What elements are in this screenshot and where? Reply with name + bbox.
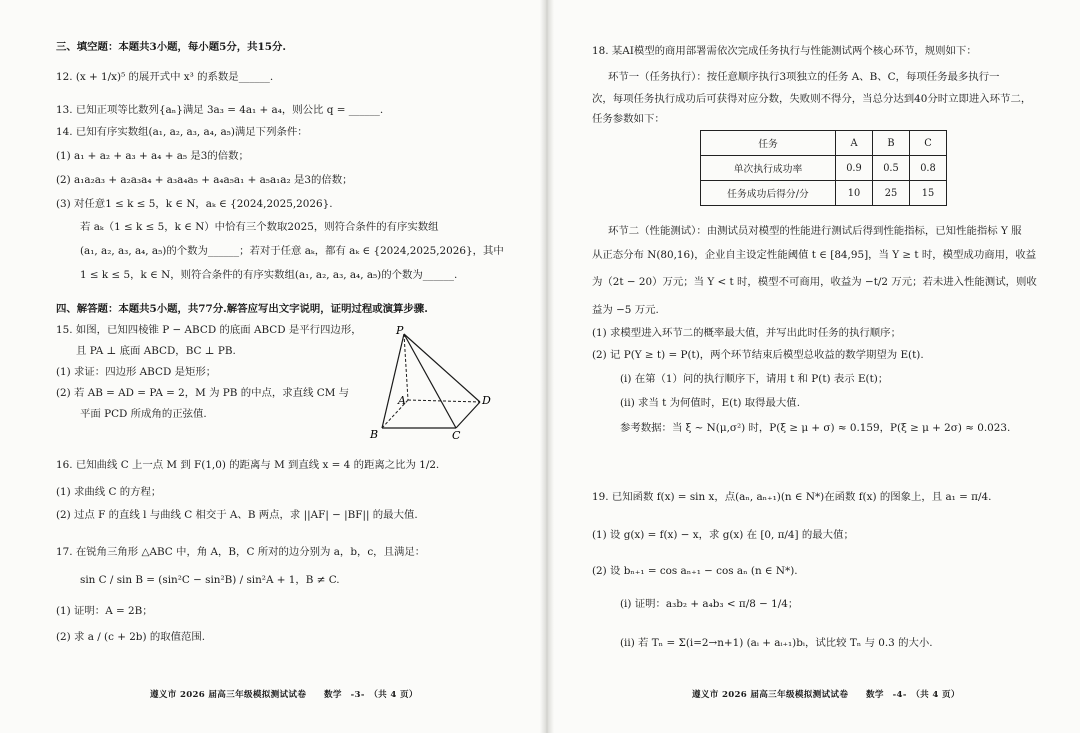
right-page-footer: 遵义市 2026 届高三年级模拟测试试卷 数学 -4- （共 4 页）	[692, 690, 960, 700]
question-18-stage-1-line-3: 任务参数如下：	[592, 113, 665, 125]
question-14-condition-2: (2) a₁a₂a₃ + a₂a₃a₄ + a₃a₄a₅ + a₄a₅a₁ + a₅a₁a₂ 是3的倍数；	[56, 174, 353, 186]
question-15-part-2: (2) 若 AB = AD = PA = 2，M 为 PB 的中点，求直线 CM 与	[56, 387, 350, 399]
vertex-d-label: D	[482, 394, 491, 407]
vertex-c-label: C	[452, 429, 461, 442]
table-cell: 0.5	[873, 156, 910, 181]
reference-data: 参考数据：当 ξ ~ N(μ,σ²) 时，P(ξ ≥ μ + σ) ≈ 0.159，P(ξ ≥ μ + 2σ) ≈ 0.023.	[620, 422, 1011, 434]
question-14-text-2: (a₁, a₂, a₃, a₄, a₅)的个数为______；若对于任意 aₖ，都有 aₖ ∈ {2024,2025,2026}，其中	[80, 245, 504, 257]
left-page-footer: 遵义市 2026 届高三年级模拟测试试卷 数学 -3- （共 4 页）	[150, 690, 418, 700]
question-17-formula: sin C / sin B = (sin²C − sin²B) / sin²A + 1，B ≠ C.	[80, 574, 340, 586]
question-13: 13. 已知正项等比数列{aₙ}满足 3a₃ = 4a₁ + a₄，则公比 q = ______.	[56, 104, 384, 116]
table-header-cell: C	[910, 131, 947, 156]
vertex-a-label: A	[398, 394, 406, 407]
vertex-b-label: B	[370, 428, 379, 441]
question-17: 17. 在锐角三角形 △ABC 中，角 A，B，C 所对的边分别为 a，b，c，且满足：	[56, 546, 426, 558]
question-15: 15. 如图，已知四棱锥 P − ABCD 的底面 ABCD 是平行四边形，	[56, 324, 362, 336]
question-14-condition-3: (3) 对任意1 ≤ k ≤ 5，k ∈ N，aₖ ∈ {2024,2025,2026}.	[56, 198, 333, 210]
question-18-stage-1-line-1: 环节一（任务执行）：按任意顺序执行3项独立的任务 A、B、C，每项任务最多执行一	[608, 71, 1000, 83]
question-14-condition-1: (1) a₁ + a₂ + a₃ + a₄ + a₅ 是3的倍数；	[56, 150, 249, 162]
question-18-part-1: (1) 求模型进入环节二的概率最大值，并写出此时任务的执行顺序；	[592, 327, 901, 339]
table-header-row	[701, 131, 947, 156]
section-4-heading: 四、解答题：本题共5小题，共77分.解答应写出文字说明，证明过程或演算步骤.	[56, 303, 428, 315]
table-cell: 0.9	[836, 156, 873, 181]
question-14: 14. 已知有序实数组(a₁, a₂, a₃, a₄, a₅)满足下列条件：	[56, 126, 308, 138]
question-18-stage-2-line-2: 从正态分布 N(80,16)，企业自主设定性能阈值 t ∈ [84,95]，当 Y ≥ t 时，模型成功商用，收益	[592, 249, 1037, 261]
question-16-part-2: (2) 过点 F 的直线 l 与曲线 C 相交于 A、B 两点，求 ||AF| − |BF|| 的最大值.	[56, 509, 418, 521]
page-gutter	[540, 0, 554, 733]
question-15-part-1: (1) 求证：四边形 ABCD 是矩形；	[56, 366, 217, 378]
question-17-part-1: (1) 证明：A = 2B；	[56, 605, 153, 617]
question-18-part-2-i: (i) 在第（1）问的执行顺序下，请用 t 和 P(t) 表示 E(t)；	[620, 373, 889, 385]
question-14-text-3: 1 ≤ k ≤ 5，k ∈ N，则符合条件的有序实数组(a₁, a₂, a₃, a₄, a₅)的个数为______.	[80, 269, 458, 281]
question-16-part-1: (1) 求曲线 C 的方程；	[56, 486, 162, 498]
question-15-line-2: 且 PA ⊥ 底面 ABCD，BC ⊥ PB.	[76, 345, 236, 357]
question-19-part-2: (2) 设 bₙ₊₁ = cos aₙ₊₁ − cos aₙ (n ∈ N*).	[592, 565, 798, 577]
pyramid-figure	[368, 324, 498, 444]
question-18-part-2-ii: (ii) 求当 t 为何值时，E(t) 取得最大值.	[620, 397, 800, 409]
question-18-stage-2-line-1: 环节二（性能测试）：由测试员对模型的性能进行测试后得到性能指标，已知性能指标 Y 服	[608, 225, 1022, 237]
question-19-part-2-i: (i) 证明：a₃b₂ + a₄b₃ < π/8 − 1/4；	[620, 598, 799, 610]
table-cell: 10	[836, 181, 873, 206]
vertex-p-label: P	[396, 324, 404, 337]
table-cell: 15	[910, 181, 947, 206]
table-cell: 25	[873, 181, 910, 206]
question-14-text-1: 若 aₖ（1 ≤ k ≤ 5，k ∈ N）中恰有三个数取2025，则符合条件的有序实数组	[80, 221, 439, 233]
question-17-part-2: (2) 求 a / (c + 2b) 的取值范围.	[56, 631, 206, 643]
table-row	[701, 181, 947, 206]
question-16: 16. 已知曲线 C 上一点 M 到 F(1,0) 的距离与 M 到直线 x = 4 的距离之比为 1/2.	[56, 459, 440, 471]
question-12: 12. (x + 1/x)⁵ 的展开式中 x³ 的系数是______.	[56, 71, 274, 83]
section-3-heading: 三、填空题：本题共3小题，每小题5分，共15分.	[56, 41, 286, 53]
table-cell: 单次执行成功率	[701, 156, 836, 181]
table-header-cell: 任务	[701, 131, 836, 156]
question-19-part-1: (1) 设 g(x) = f(x) − x，求 g(x) 在 [0, π/4] 的最大值；	[592, 529, 854, 541]
question-19-part-2-ii: (ii) 若 Tₙ = Σ(i=2→n+1) (aᵢ + aᵢ₊₁)bᵢ，试比较 Tₙ 与 0.3 的大小.	[620, 637, 933, 649]
question-18-part-2: (2) 记 P(Y ≥ t) = P(t)，两个环节结束后模型总收益的数学期望为 E(t).	[592, 349, 924, 361]
question-19: 19. 已知函数 f(x) = sin x，点(aₙ, aₙ₊₁)(n ∈ N*)在函数 f(x) 的图象上，且 a₁ = π/4.	[592, 491, 992, 503]
right-page	[548, 0, 1080, 733]
table-header-cell: A	[836, 131, 873, 156]
question-15-part-2-cont: 平面 PCD 所成角的正弦值.	[80, 408, 207, 420]
table-cell: 0.8	[910, 156, 947, 181]
task-parameter-table	[700, 130, 947, 206]
table-row	[701, 156, 947, 181]
question-18-stage-2-line-4: 益为 −5 万元.	[592, 304, 659, 316]
question-18-stage-2-line-3: 为（2t − 20）万元；当 Y < t 时，模型不可商用，收益为 −t/2 万元；若未进入性能测试，则收	[592, 276, 1037, 288]
table-header-cell: B	[873, 131, 910, 156]
question-18-stage-1-line-2: 次，每项任务执行成功后可获得对应分数，失败则不得分，当总分达到40分时立即进入环节二，	[592, 93, 1032, 105]
question-18: 18. 某AI模型的商用部署需依次完成任务执行与性能测试两个核心环节，规则如下：	[592, 45, 977, 57]
table-cell: 任务成功后得分/分	[701, 181, 836, 206]
